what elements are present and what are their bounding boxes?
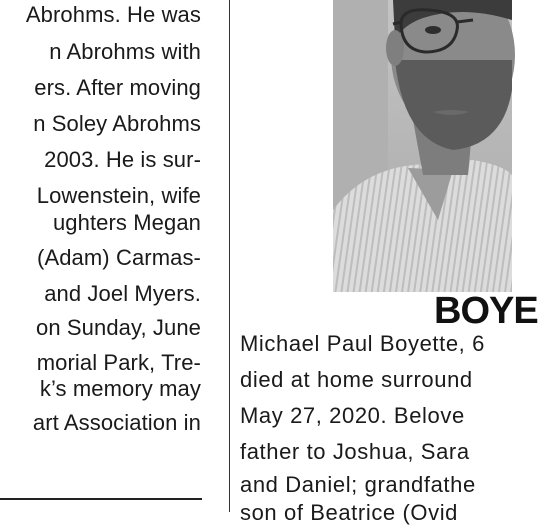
left-text-line: ers. After moving — [34, 75, 201, 100]
left-text-line: on Sunday, June — [36, 315, 201, 340]
right-text-line: May 27, 2020. Belove — [240, 403, 465, 428]
right-text-line: Michael Paul Boyette, 6 — [240, 331, 485, 356]
right-text-line: son of Beatrice (Ovid — [240, 500, 459, 525]
portrait-photo — [333, 0, 512, 292]
portrait-photo-image — [333, 0, 512, 292]
obituary-name-heading: BOYE — [434, 290, 538, 332]
left-text-line: n Abrohms with — [49, 39, 201, 64]
right-text-line: father to Joshua, Sara — [240, 439, 470, 464]
right-text-line: and Daniel; grandfathe — [240, 472, 476, 497]
right-text-line: died at home surround — [240, 367, 473, 392]
left-text-line: (Adam) Carmas- — [37, 245, 201, 270]
left-text-line: Abrohms. He was — [25, 2, 201, 27]
left-text-line: ughters Megan — [52, 210, 201, 235]
left-text-line: Lowenstein, wife — [36, 183, 201, 208]
left-text-line: k’s memory may — [39, 376, 201, 401]
left-text-line: n Soley Abrohms — [33, 111, 201, 136]
left-text-line: and Joel Myers. — [44, 281, 201, 306]
left-text-line: morial Park, Tre- — [36, 350, 201, 375]
column-divider — [229, 0, 230, 512]
left-text-line: art Association in — [32, 410, 201, 435]
section-divider-rule — [0, 498, 202, 500]
left-text-line: 2003. He is sur- — [44, 147, 201, 172]
left-obituary-column — [0, 0, 205, 512]
